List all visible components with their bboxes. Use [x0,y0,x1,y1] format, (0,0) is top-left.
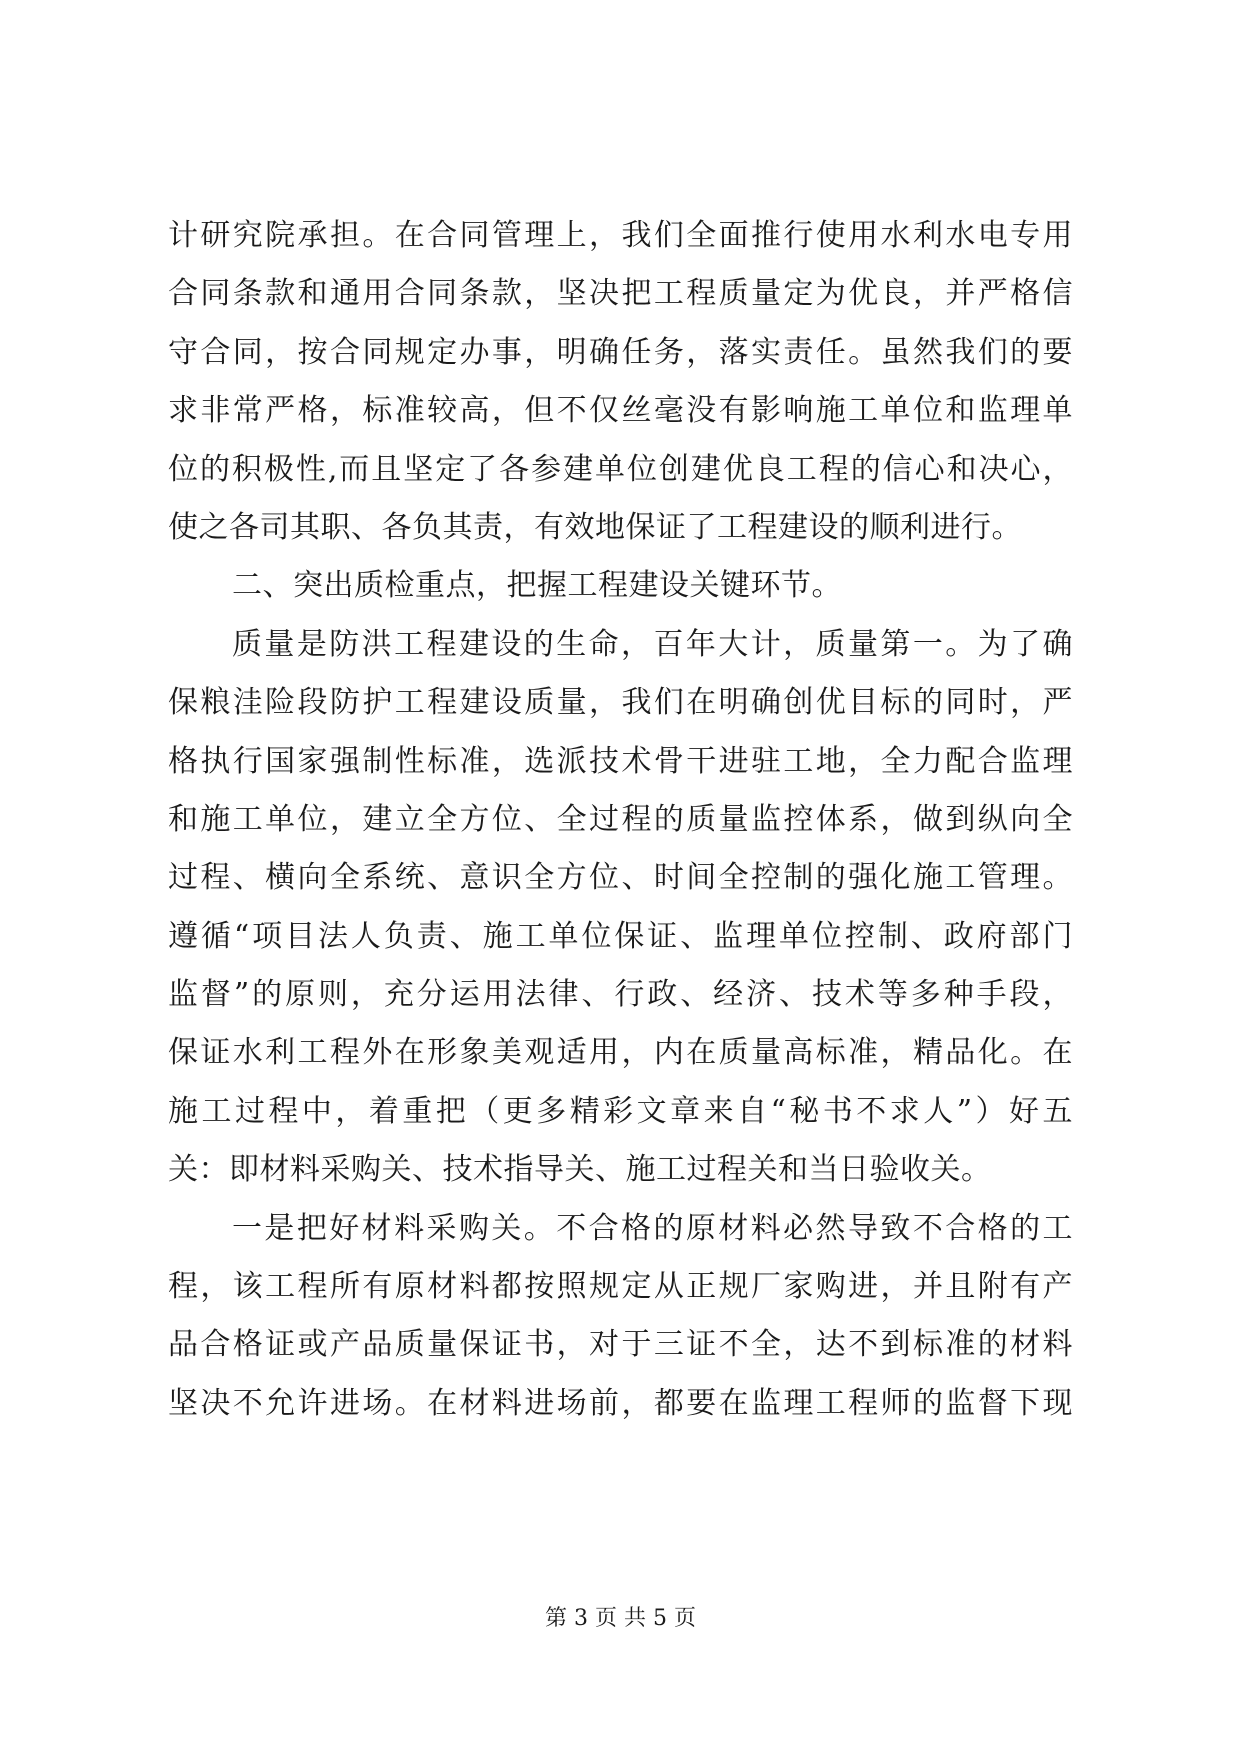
text-line: 程，该工程所有原材料都按照规定从正规厂家购进，并且附有产 [168,1269,1073,1305]
text-line: 品合格证或产品质量保证书，对于三证不全，达不到标准的材料 [168,1327,1073,1363]
text-line: 位的积极性,而且坚定了各参建单位创建优良工程的信心和决心， [168,451,1073,487]
text-line: 二、突出质检重点，把握工程建设关键环节。 [232,568,842,604]
page-footer: 第 3 页 共 5 页 [545,1606,696,1631]
text-line: 质量是防洪工程建设的生命，百年大计，质量第一。为了确 [232,626,1073,662]
text-line: 守合同，按合同规定办事，明确任务，落实责任。虽然我们的要 [168,334,1073,370]
text-line: 一是把好材料采购关。不合格的原材料必然导致不合格的工 [232,1210,1073,1246]
text-line: 计研究院承担。在合同管理上，我们全面推行使用水利水电专用 [168,218,1073,253]
text-line: 关：即材料采购关、技术指导关、施工过程关和当日验收关。 [168,1152,992,1188]
text-line: 过程、横向全系统、意识全方位、时间全控制的强化施工管理。 [168,860,1073,896]
text-line: 施工过程中，着重把（更多精彩文章来自“秘书不求人”）好五 [168,1093,1073,1129]
text-line: 保证水利工程外在形象美观适用，内在质量高标准，精品化。在 [168,1035,1073,1071]
text-line: 保粮洼险段防护工程建设质量，我们在明确创优目标的同时，严 [168,685,1073,721]
text-line: 坚决不允许进场。在材料进场前，都要在监理工程师的监督下现 [168,1385,1073,1421]
text-line: 遵循“项目法人负责、施工单位保证、监理单位控制、政府部门 [168,918,1073,954]
text-line: 格执行国家强制性标准，选派技术骨干进驻工地，全力配合监理 [168,743,1073,779]
body-text [168,207,1073,1433]
text-line: 使之各司其职、各负其责，有效地保证了工程建设的顺利进行。 [168,509,1022,545]
text-line: 求非常严格，标准较高，但不仅丝毫没有影响施工单位和监理单 [168,393,1073,429]
text-line: 和施工单位，建立全方位、全过程的质量监控体系，做到纵向全 [168,801,1073,837]
text-line: 监督”的原则，充分运用法律、行政、经济、技术等多种手段， [168,977,1073,1013]
text-line: 合同条款和通用合同条款，坚决把工程质量定为优良，并严格信 [168,276,1073,312]
